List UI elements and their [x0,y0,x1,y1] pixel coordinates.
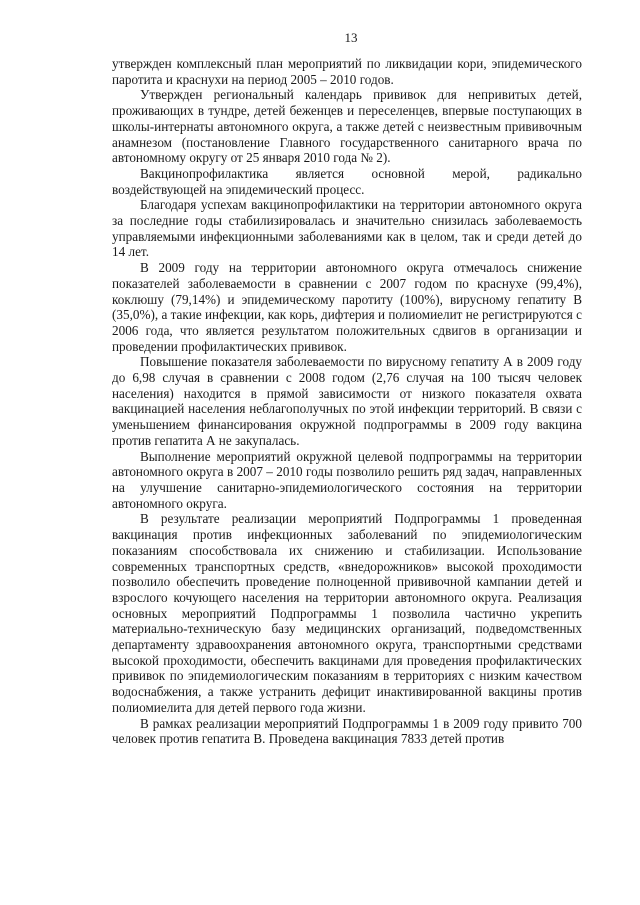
paragraph-9: В рамках реализации мероприятий Подпрограммы 1 в 2009 году привито 700 человек против гепатита В. Проведена вакцинация 7833 детей против [112,715,582,747]
paragraph-5: В 2009 году на территории автономного округа отмечалось снижение показателей заболеваемости в сравнении с 2007 годом по краснухе (99,4%), коклюшу (79,14%) и эпидемическому паротиту (100%), вирусному гепатиту В (35,0%), а такие инфекции, как корь, дифтерия и полиомиелит не регистрируются с 2006 года, что является результатом положительных сдвигов в организации и проведении профилактических прививок. [112,260,582,354]
paragraph-1: утвержден комплексный план мероприятий по ликвидации кори, эпидемического паротита и краснухи на период 2005 – 2010 годов. [112,56,582,87]
paragraph-3: Вакцинопрофилактика является основной мерой, радикально воздействующей на эпидемический процесс. [112,165,582,197]
paragraph-6: Повышение показателя заболеваемости по вирусному гепатиту А в 2009 году до 6,98 случая в сравнении с 2008 годом (2,76 случая на 100 тысяч человек населения) находится в прямой зависимости от низкого показателя охвата вакцинацией населения неблагополучных по этой инфекции территорий. В связи с уменьшением финансирования окружной подпрограммы в 2009 году вакцина против гепатита А не закупалась. [112,354,582,448]
paragraph-2: Утвержден региональный календарь прививок для непривитых детей, проживающих в тундре, детей беженцев и переселенцев, впервые поступающих в школы-интернаты автономного округа, а также детей с неизвестным прививочным анамнезом (постановление Главного государственного санитарного врача по автономному округу от 25 января 2010 года № 2). [112,87,582,166]
paragraph-8: В результате реализации мероприятий Подпрограммы 1 проведенная вакцинация против инфекционных заболеваний по эпидемиологическим показаниям способствовала их снижению и стабилизации. Использование современных транспортных средств, «внедорожников» высокой проходимости позволило обеспечить проведение полноценной прививочной кампании детей и взрослого кочующего населения на территории автономного округа. Реализация основных мероприятий Подпрограммы 1 позволила частично укрепить материально-техническую базу медицинских организаций, подведомственных департаменту здравоохранения автономного округа, транспортными средствами высокой проходимости, обеспечить вакцинами для проведения профилактических прививок по эпидемиологическим показаниям в территориях с низким качеством водоснабжения, а также устранить дефицит инактивированной вакцины против полиомиелита для детей первого года жизни. [112,511,582,715]
paragraph-7: Выполнение мероприятий окружной целевой подпрограммы на территории автономного округа в 2007 – 2010 годы позволило решить ряд задач, направленных на улучшение санитарно-эпидемиологического состояния на территории автономного округа. [112,448,582,511]
page-number: 13 [344,30,358,45]
paragraph-4: Благодаря успехам вакцинопрофилактики на территории автономного округа за последние годы стабилизировалась и значительно снизилась заболеваемость управляемыми инфекционными заболеваниями как в целом, так и среди детей до 14 лет. [112,197,582,260]
